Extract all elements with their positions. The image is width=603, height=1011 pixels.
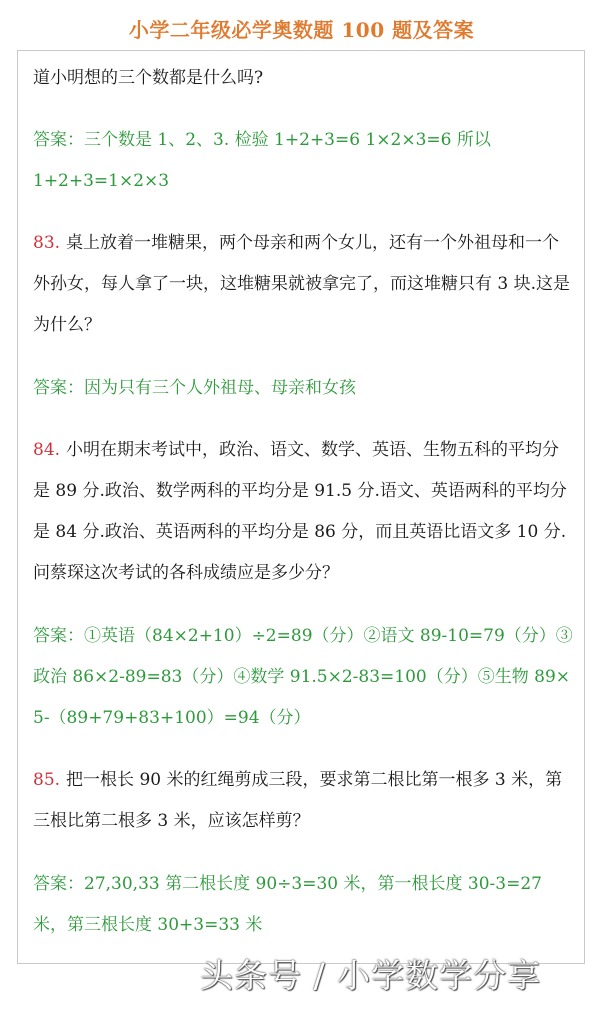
q85-answer: 答案：27,30,33 第二根长度 90÷3=30 米，第一根长度 30-3=27 米，第三根长度 30+3=33 米 [33,874,542,935]
q84-answer: 答案：①英语（84×2+10）÷2=89（分）②语文 89-10=79（分）③政治 86×2-89=83（分）④数学 91.5×2-83=100（分）⑤生物 89×5-（89+79+83+100）=94（分） [33,626,573,728]
q82-answer-line2: 1+2+3=1×2×3 [33,171,170,191]
q83-answer: 答案：因为只有三个人外祖母、母亲和女孩 [33,378,356,398]
q85-number: 85. [33,770,61,790]
q83-text: 桌上放着一堆糖果，两个母亲和两个女儿，还有一个外祖母和一个外孙女，每人拿了一块，这堆糖果就被拿完了，而这堆糖只有 3 块.这是为什么？ [33,233,571,335]
q85-text: 把一根长 90 米的红绳剪成三段，要求第二根比第一根多 3 米，第三根比第二根多 3 米，应该怎样剪？ [33,770,563,831]
watermark: 头条号 / 小学数学分享 [200,956,542,995]
q85-question [33,760,573,842]
q83-question [33,223,573,346]
q84-text: 小明在期末考试中，政治、语文、数学、英语、生物五科的平均分是 89 分.政治、数学两科的平均分是 91.5 分.语文、英语两科的平均分是 84 分.政治、英语两科的平均分是 86 分，而且英语比语文多 10 分.问蔡琛这次考试的各科成绩应是多少分？ [33,440,567,583]
q82-answer-line1: 答案：三个数是 1、2、3. 检验 1+2+3=6 1×2×3=6 所以 [33,130,491,150]
q83-number: 83. [33,233,61,253]
q82-question-tail: 道小明想的三个数都是什么吗? [33,68,264,88]
q84-number: 84. [33,440,61,460]
q84-question [33,430,573,594]
page-title: 小学二年级必学奥数题 100 题及答案 [128,18,475,42]
